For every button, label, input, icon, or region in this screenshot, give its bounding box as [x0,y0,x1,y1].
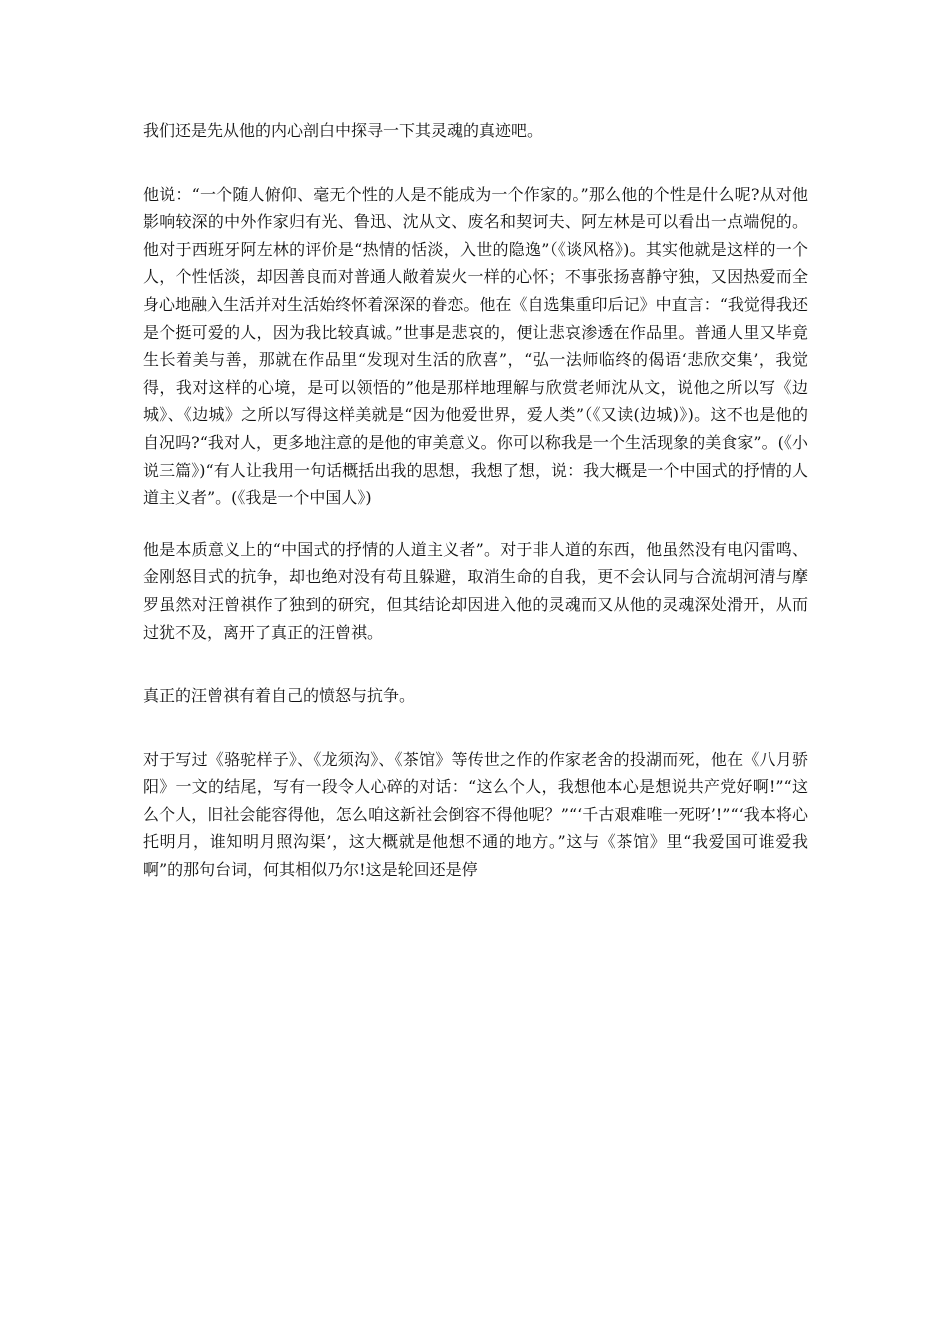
document-page [143,117,808,884]
paragraph-personality: 他说：“一个随人俯仰、毫无个性的人是不能成为一个作家的。”那么他的个性是什么呢?从对他影响较深的中外作家归有光、鲁迅、沈从文、废名和契诃夫、阿左林是可以看出一点端倪的。他对于西班牙阿左林的评价是“热情的恬淡，入世的隐逸”（《谈风格》)。其实他就是这样的一个人，个性恬淡，却因善良而对普通人敞着炭火一样的心怀；不事张扬喜静守独，又因热爱而全身心地融入生活并对生活始终怀着深深的眷恋。他在《自选集重印后记》中直言：“我觉得我还是个挺可爱的人，因为我比较真诚。”世事是悲哀的，便让悲哀渗透在作品里。普通人里又毕竟生长着美与善，那就在作品里“发现对生活的欣喜”，“弘一法师临终的偈语‘悲欣交集’，我觉得，我对这样的心境，是可以领悟的”他是那样地理解与欣赏老师沈从文，说他之所以写《边城》、《边城》之所以写得这样美就是“因为他爱世界，爱人类”（《又读(边城)》)。这不也是他的自况吗?“我对人，更多地注意的是他的审美意义。你可以称我是一个生活现象的美食家”。(《小说三篇》)“有人让我用一句话概括出我的思想，我想了想，说：我大概是一个中国式的抒情的人道主义者”。(《我是一个中国人》) [143,184,808,508]
paragraph-humanist: 他是本质意义上的“中国式的抒情的人道主义者”。对于非人道的东西，他虽然没有电闪雷鸣、金刚怒目式的抗争，却也绝对没有苟且躲避，取消生命的自我，更不会认同与合流胡河清与摩罗虽然对汪曾祺作了独到的研究，但其结论却因进入他的灵魂而又从他的灵魂深处滑开，从而过犹不及，离开了真正的汪曾祺。 [143,539,808,642]
paragraph-intro: 我们还是先从他的内心剖白中探寻一下其灵魂的真迹吧。 [143,121,544,140]
paragraph-anger: 真正的汪曾祺有着自己的愤怒与抗争。 [143,686,416,706]
paragraph-laoshe: 对于写过《骆驼样子》、《龙须沟》、《茶馆》等传世之作的作家老舍的投湖而死，他在《八月骄阳》一文的结尾，写有一段令人心碎的对话：“这么个人，我想他本心是想说共产党好啊!”“这么个人，旧社会能容得他，怎么咱这新社会倒容不得他呢？”“‘千古艰难唯一死呀’!”“‘我本将心托明月，谁知明月照沟渠’，这大概就是他想不通的地方。”这与《茶馆》里“我爱国可谁爱我啊”的那句台词，何其相似乃尔!这是轮回还是停 [143,749,808,880]
